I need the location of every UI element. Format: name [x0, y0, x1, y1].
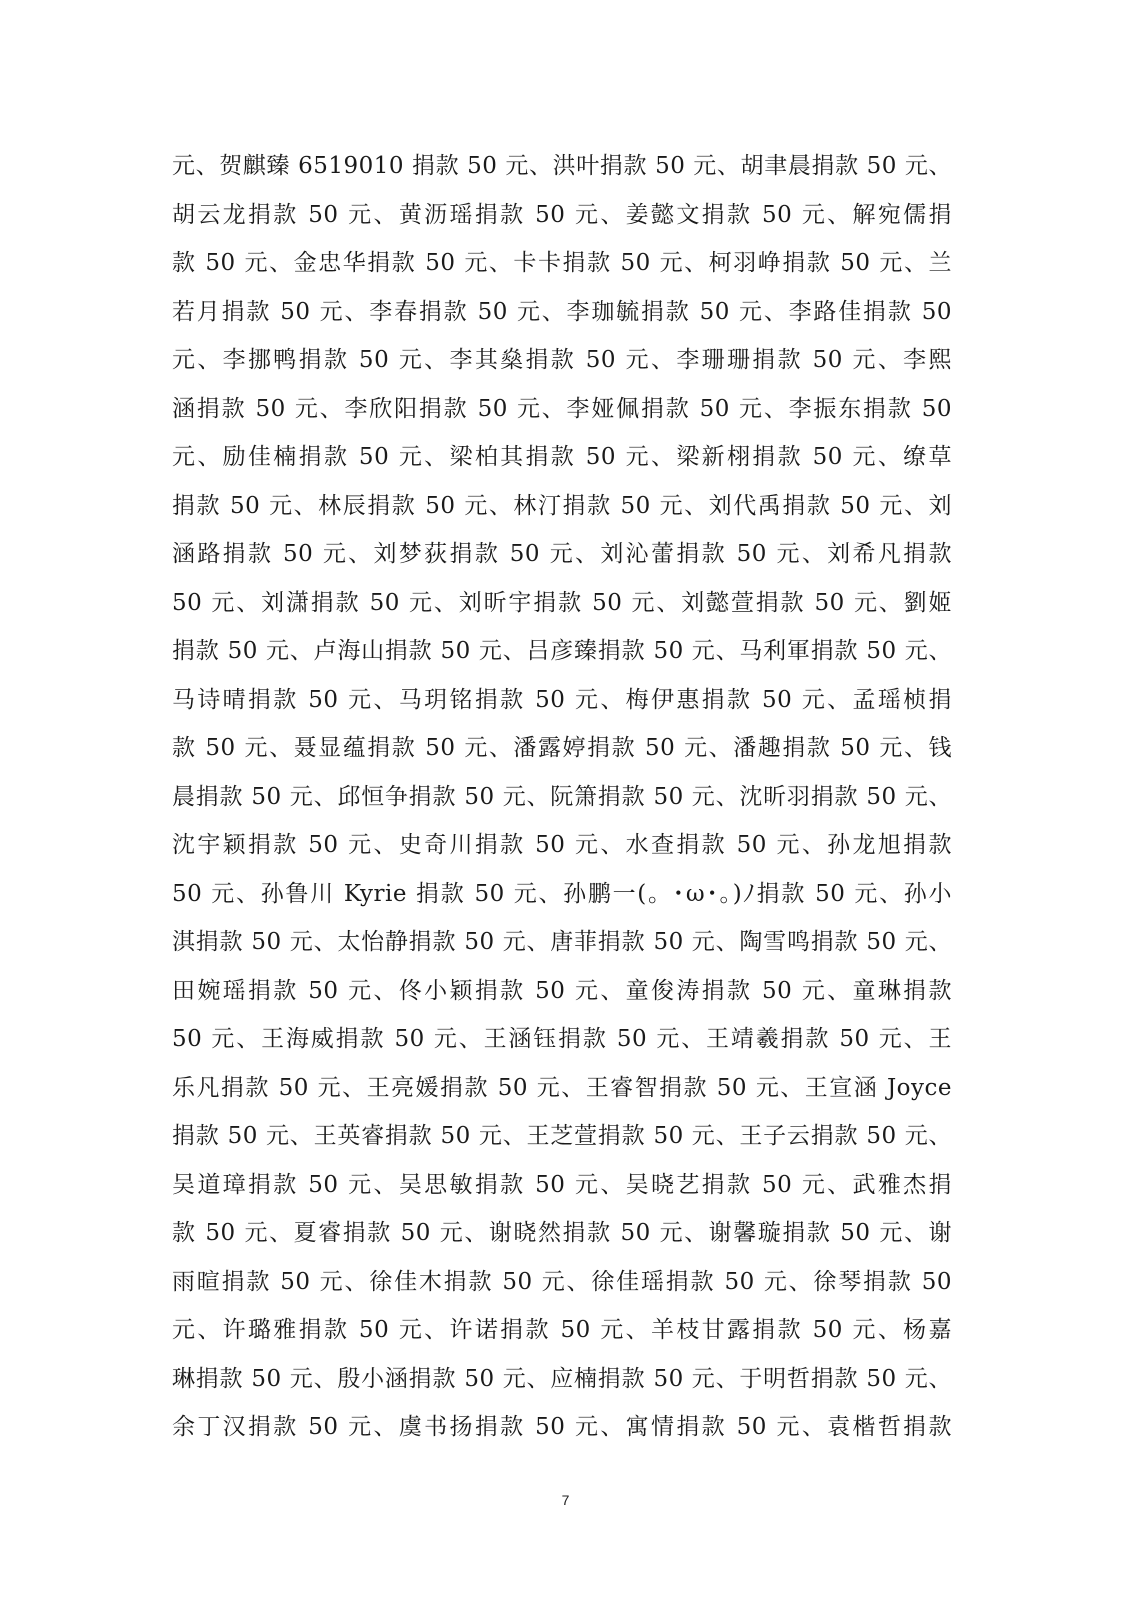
- text-line: 吴道璋捐款 50 元、吴思敏捐款 50 元、吴晓艺捐款 50 元、武雅杰捐: [172, 1171, 952, 1198]
- text-line: 元、李挪鸭捐款 50 元、李其燊捐款 50 元、李珊珊捐款 50 元、李熙: [172, 347, 952, 373]
- text-line: 捐款 50 元、卢海山捐款 50 元、吕彦臻捐款 50 元、马利軍捐款 50 元、: [172, 638, 952, 664]
- text-line: 田婉瑶捐款 50 元、佟小颖捐款 50 元、童俊涛捐款 50 元、童琳捐款: [172, 977, 952, 1004]
- text-line: 款 50 元、聂显蕴捐款 50 元、潘露婷捐款 50 元、潘趣捐款 50 元、钱: [172, 735, 952, 761]
- text-line: 50 元、王海威捐款 50 元、王涵钰捐款 50 元、王靖羲捐款 50 元、王: [172, 1026, 952, 1052]
- text-line: 胡云龙捐款 50 元、黄沥瑶捐款 50 元、姜懿文捐款 50 元、解宛儒捐: [172, 201, 952, 228]
- text-line: 元、贺麒臻 6519010 捐款 50 元、洪叶捐款 50 元、胡聿晨捐款 50 元、: [172, 153, 952, 179]
- text-line: 涵路捐款 50 元、刘梦荻捐款 50 元、刘沁蕾捐款 50 元、刘希凡捐款: [172, 541, 952, 567]
- text-line: 捐款 50 元、王英睿捐款 50 元、王芝萱捐款 50 元、王子云捐款 50 元、: [172, 1123, 952, 1149]
- text-line: 50 元、刘潇捐款 50 元、刘昕宇捐款 50 元、刘懿萱捐款 50 元、劉姬: [172, 589, 952, 616]
- text-line: 款 50 元、夏睿捐款 50 元、谢晓然捐款 50 元、谢馨璇捐款 50 元、谢: [172, 1220, 952, 1246]
- text-line: 雨暄捐款 50 元、徐佳木捐款 50 元、徐佳瑶捐款 50 元、徐琴捐款 50: [172, 1268, 952, 1295]
- text-line: 涵捐款 50 元、李欣阳捐款 50 元、李娅佩捐款 50 元、李振东捐款 50: [172, 395, 952, 422]
- text-line: 马诗晴捐款 50 元、马玥铭捐款 50 元、梅伊惠捐款 50 元、孟瑶桢捐: [172, 686, 952, 713]
- text-line: 琳捐款 50 元、殷小涵捐款 50 元、应楠捐款 50 元、于明哲捐款 50 元、: [172, 1365, 952, 1392]
- text-line: 元、励佳楠捐款 50 元、梁柏其捐款 50 元、梁新栩捐款 50 元、缭草: [172, 444, 952, 470]
- text-line: 款 50 元、金忠华捐款 50 元、卡卡捐款 50 元、柯羽峥捐款 50 元、兰: [172, 250, 952, 276]
- text-line: 若月捐款 50 元、李春捐款 50 元、李珈毓捐款 50 元、李路佳捐款 50: [172, 298, 952, 325]
- text-line: 捐款 50 元、林辰捐款 50 元、林汀捐款 50 元、刘代禹捐款 50 元、刘: [172, 492, 952, 519]
- text-line: 乐凡捐款 50 元、王亮媛捐款 50 元、王睿智捐款 50 元、王宣涵 Joyce: [172, 1074, 952, 1101]
- text-line: 余丁汉捐款 50 元、虞书扬捐款 50 元、寓情捐款 50 元、袁楷哲捐款: [172, 1414, 952, 1440]
- text-line: 元、许璐雅捐款 50 元、许诺捐款 50 元、羊枝甘露捐款 50 元、杨嘉: [172, 1317, 952, 1343]
- donation-list-body: [172, 142, 952, 1452]
- text-line: 晨捐款 50 元、邱恒争捐款 50 元、阮箫捐款 50 元、沈昕羽捐款 50 元、: [172, 783, 952, 810]
- text-line: 沈宇颖捐款 50 元、史奇川捐款 50 元、水查捐款 50 元、孙龙旭捐款: [172, 832, 952, 858]
- text-line: 50 元、孙鲁川 Kyrie 捐款 50 元、孙鹏一(。･ω･。)ﾉ捐款 50 元、孙小: [172, 880, 952, 907]
- page-number: 7: [561, 1492, 570, 1508]
- text-line: 淇捐款 50 元、太怡静捐款 50 元、唐菲捐款 50 元、陶雪鸣捐款 50 元、: [172, 929, 952, 955]
